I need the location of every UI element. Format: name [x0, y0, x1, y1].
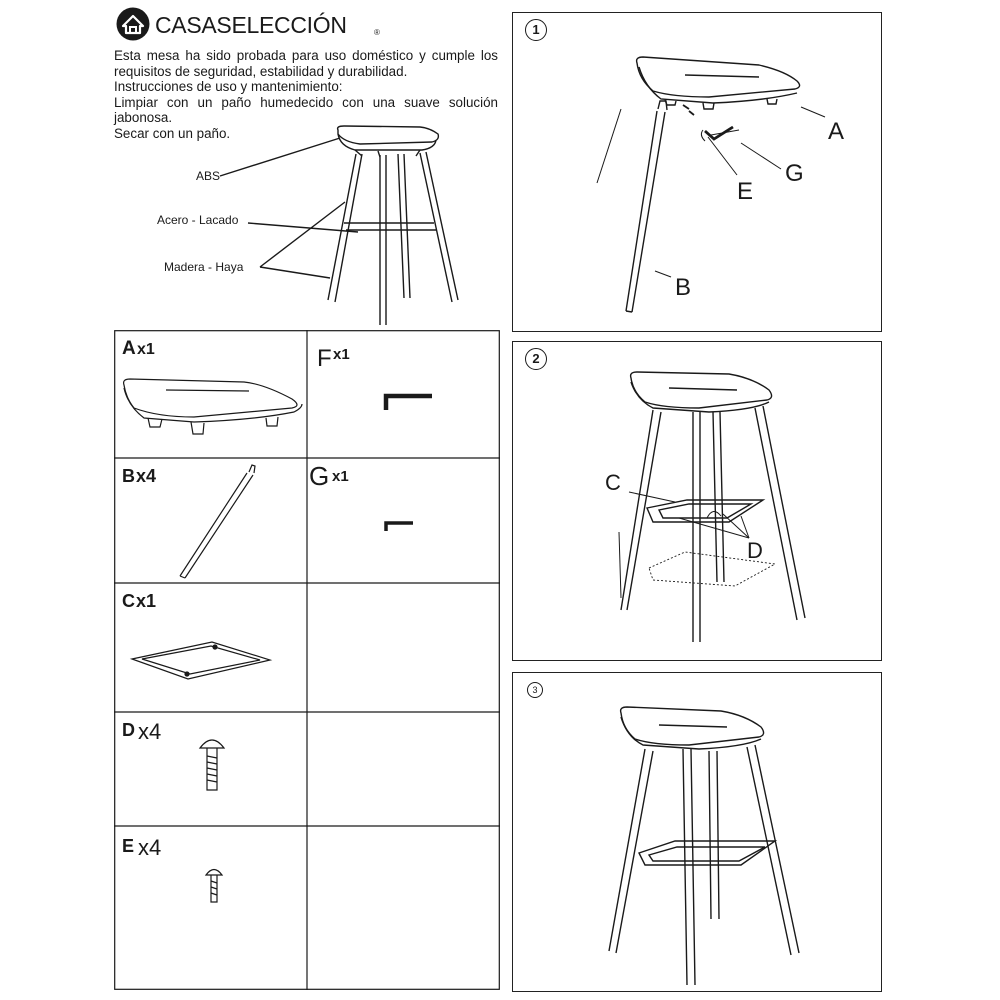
part-b-letter: B: [122, 466, 135, 486]
material-label-wood: Madera - Haya: [164, 260, 244, 274]
part-c-qty: x1: [136, 591, 157, 611]
small-allen-key-icon: [386, 523, 413, 531]
part-g-letter: G: [309, 461, 330, 491]
leg-drawing: [180, 465, 255, 578]
allen-key-icon: [386, 396, 432, 410]
part-e-letter: E: [122, 836, 135, 856]
brand-name: CASASELECCIÓN: [155, 12, 347, 38]
part-d-cell: [122, 719, 224, 790]
material-label-abs: ABS: [196, 169, 221, 183]
intro-heading: Instrucciones de uso y mantenimiento:: [114, 79, 343, 95]
step-1-number: 1: [525, 19, 547, 41]
parts-table: [114, 330, 500, 990]
part-g-qty: x1: [332, 468, 349, 485]
step-1-allen-key-icon: [705, 127, 733, 139]
part-b-cell: [122, 465, 255, 578]
assembly-step-1: [512, 12, 882, 332]
house-logo-icon: [117, 8, 150, 41]
part-c-cell: [122, 591, 270, 679]
part-c-letter: C: [122, 591, 135, 611]
part-f-letter: F: [317, 345, 332, 372]
intro-drying: Secar con un paño.: [114, 125, 231, 141]
part-d-qty: x4: [138, 719, 162, 744]
footrest-frame-drawing: [132, 642, 270, 679]
part-b-qty: x4: [136, 466, 157, 486]
part-e-cell: [122, 835, 222, 902]
intro-statement: Esta mesa ha sido probada para uso doméstico y cumple los requisitos de seguridad, estabilidad y durabilidad.: [114, 48, 498, 79]
part-a-letter: A: [122, 338, 136, 359]
part-f-cell: [317, 345, 432, 410]
short-bolt-drawing: [206, 870, 222, 903]
part-f-qty: x1: [333, 346, 350, 363]
part-a-cell: [122, 338, 302, 434]
assembly-step-3: [512, 672, 882, 992]
assembly-step-2: [512, 341, 882, 661]
step-1-label-e: E: [737, 178, 754, 205]
step-1-label-g: G: [785, 160, 804, 187]
step-3-assembled-stool: [609, 707, 799, 985]
step-2-label-d: D: [747, 538, 763, 563]
long-bolt-drawing: [200, 740, 224, 790]
step-1-label-b: B: [675, 274, 692, 301]
part-d-letter: D: [122, 720, 135, 740]
seat-drawing: [124, 379, 302, 434]
step-1-label-a: A: [828, 118, 845, 145]
step-2-number: 2: [525, 348, 547, 370]
part-a-qty: x1: [137, 341, 155, 358]
stool-overview-drawing: [328, 126, 458, 325]
step-1-leg: [626, 101, 667, 312]
step-3-number: 3: [527, 682, 543, 698]
material-label-steel: Acero - Lacado: [157, 213, 239, 227]
brand-logo: [115, 6, 385, 42]
materials-overview: [130, 120, 510, 330]
registered-mark: ®: [374, 28, 380, 37]
step-2-stool: [621, 372, 805, 642]
intro-cleaning: Limpiar con un paño humedecido con una suave solución jabonosa.: [114, 94, 498, 126]
part-e-qty: x4: [138, 835, 162, 860]
step-2-label-c: C: [605, 470, 621, 495]
part-g-cell: [309, 461, 413, 531]
